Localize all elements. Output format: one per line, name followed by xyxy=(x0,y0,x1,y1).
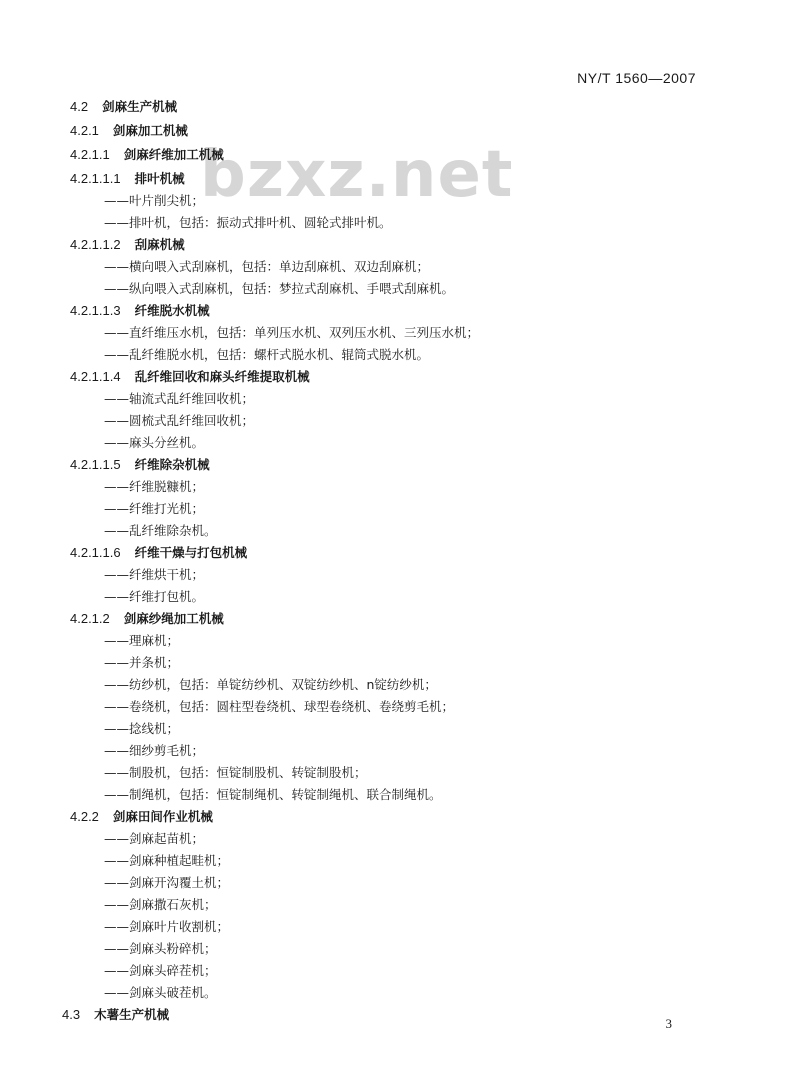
section-number: 4.2.1.2 xyxy=(70,611,110,626)
section-number: 4.2.1.1.2 xyxy=(70,237,121,252)
list-item xyxy=(104,434,204,452)
section-title: 剑麻纱绳加工机械 xyxy=(123,611,224,626)
section-heading xyxy=(70,456,210,474)
list-item xyxy=(104,500,204,518)
item-text: ——剑麻头碎茬机； xyxy=(104,963,217,978)
section-title: 剑麻田间作业机械 xyxy=(112,809,213,824)
list-item xyxy=(104,412,254,430)
list-item xyxy=(104,742,204,760)
item-text: ——卷绕机，包括：圆柱型卷绕机、球型卷绕机、卷绕剪毛机； xyxy=(104,699,455,714)
list-item xyxy=(104,918,229,936)
section-title: 纤维脱水机械 xyxy=(134,303,210,318)
list-item xyxy=(104,830,204,848)
standard-number: NY/T 1560—2007 xyxy=(577,70,696,86)
section-title: 剑麻加工机械 xyxy=(112,123,188,138)
section-title: 纤维除杂机械 xyxy=(134,457,210,472)
section-title: 木薯生产机械 xyxy=(94,1007,170,1022)
list-item xyxy=(104,566,204,584)
item-text: ——麻头分丝机。 xyxy=(104,435,205,450)
section-number: 4.2.2 xyxy=(70,809,99,824)
list-item xyxy=(104,852,229,870)
section-number: 4.2.1.1 xyxy=(70,147,110,162)
list-item xyxy=(104,522,217,540)
item-text: ——细纱剪毛机； xyxy=(104,743,205,758)
section-number: 4.2.1.1.5 xyxy=(70,457,121,472)
section-title: 刮麻机械 xyxy=(134,237,185,252)
list-item xyxy=(104,478,204,496)
item-text: ——叶片削尖机； xyxy=(104,193,205,208)
section-number: 4.2.1 xyxy=(70,123,99,138)
section-heading xyxy=(70,146,224,164)
item-text: ——剑麻撒石灰机； xyxy=(104,897,217,912)
section-heading xyxy=(70,122,188,140)
section-title: 排叶机械 xyxy=(134,171,185,186)
list-item xyxy=(104,962,217,980)
item-text: ——纤维脱糠机； xyxy=(104,479,205,494)
item-text: ——剑麻起苗机； xyxy=(104,831,205,846)
list-item xyxy=(104,698,454,716)
item-text: ——剑麻头破茬机。 xyxy=(104,985,217,1000)
section-heading xyxy=(70,368,310,386)
section-title: 乱纤维回收和麻头纤维提取机械 xyxy=(134,369,310,384)
section-heading xyxy=(70,610,224,628)
section-number: 4.2 xyxy=(70,99,89,114)
item-text: ——制股机，包括：恒锭制股机、转锭制股机； xyxy=(104,765,367,780)
list-item xyxy=(104,346,429,364)
section-number: 4.2.1.1.3 xyxy=(70,303,121,318)
list-item xyxy=(104,192,204,210)
item-text: ——排叶机，包括：振动式排叶机、圆轮式排叶机。 xyxy=(104,215,392,230)
section-heading xyxy=(62,1006,169,1024)
item-text: ——乱纤维除杂机。 xyxy=(104,523,217,538)
list-item xyxy=(104,720,179,738)
item-text: ——纺纱机，包括：单锭纺纱机、双锭纺纱机、n锭纺纱机； xyxy=(104,677,437,692)
section-title: 纤维干燥与打包机械 xyxy=(134,545,248,560)
list-item xyxy=(104,940,217,958)
item-text: ——剑麻种植起畦机； xyxy=(104,853,230,868)
list-item xyxy=(104,896,217,914)
item-text: ——乱纤维脱水机，包括：螺杆式脱水机、辊筒式脱水机。 xyxy=(104,347,430,362)
list-item xyxy=(104,786,442,804)
item-text: ——轴流式乱纤维回收机； xyxy=(104,391,255,406)
section-number: 4.2.1.1.6 xyxy=(70,545,121,560)
list-item xyxy=(104,280,454,298)
section-heading xyxy=(70,544,247,562)
section-number: 4.2.1.1.4 xyxy=(70,369,121,384)
item-text: ——捻线机； xyxy=(104,721,180,736)
list-item xyxy=(104,258,429,276)
section-heading xyxy=(70,236,185,254)
section-title: 剑麻纤维加工机械 xyxy=(123,147,224,162)
list-item xyxy=(104,632,179,650)
item-text: ——纤维烘干机； xyxy=(104,567,205,582)
list-item xyxy=(104,324,479,342)
page-number: 3 xyxy=(665,1016,672,1031)
item-text: ——剑麻叶片收割机； xyxy=(104,919,230,934)
section-heading xyxy=(70,808,213,826)
watermark-logo: bzxz.net xyxy=(200,138,514,212)
list-item xyxy=(104,588,204,606)
item-text: ——圆梳式乱纤维回收机； xyxy=(104,413,255,428)
list-item xyxy=(104,654,179,672)
item-text: ——制绳机，包括：恒锭制绳机、转锭制绳机、联合制绳机。 xyxy=(104,787,442,802)
section-number: 4.2.1.1.1 xyxy=(70,171,121,186)
section-title: 剑麻生产机械 xyxy=(102,99,178,114)
list-item xyxy=(104,764,367,782)
item-text: ——纤维打光机； xyxy=(104,501,205,516)
item-text: ——剑麻开沟覆土机； xyxy=(104,875,230,890)
item-text: ——理麻机； xyxy=(104,633,180,648)
section-heading xyxy=(70,98,177,116)
section-heading xyxy=(70,170,185,188)
item-text: ——并条机； xyxy=(104,655,180,670)
item-text: ——直纤维压水机，包括：单列压水机、双列压水机、三列压水机； xyxy=(104,325,480,340)
item-text: ——纵向喂入式刮麻机，包括：梦拉式刮麻机、手喂式刮麻机。 xyxy=(104,281,455,296)
section-number: 4.3 xyxy=(62,1007,81,1022)
list-item xyxy=(104,874,229,892)
item-text: ——横向喂入式刮麻机，包括：单边刮麻机、双边刮麻机； xyxy=(104,259,430,274)
list-item xyxy=(104,984,217,1002)
item-text: ——剑麻头粉碎机； xyxy=(104,941,217,956)
list-item xyxy=(104,390,254,408)
list-item xyxy=(104,214,392,232)
item-text: ——纤维打包机。 xyxy=(104,589,205,604)
section-heading xyxy=(70,302,210,320)
list-item xyxy=(104,676,437,694)
